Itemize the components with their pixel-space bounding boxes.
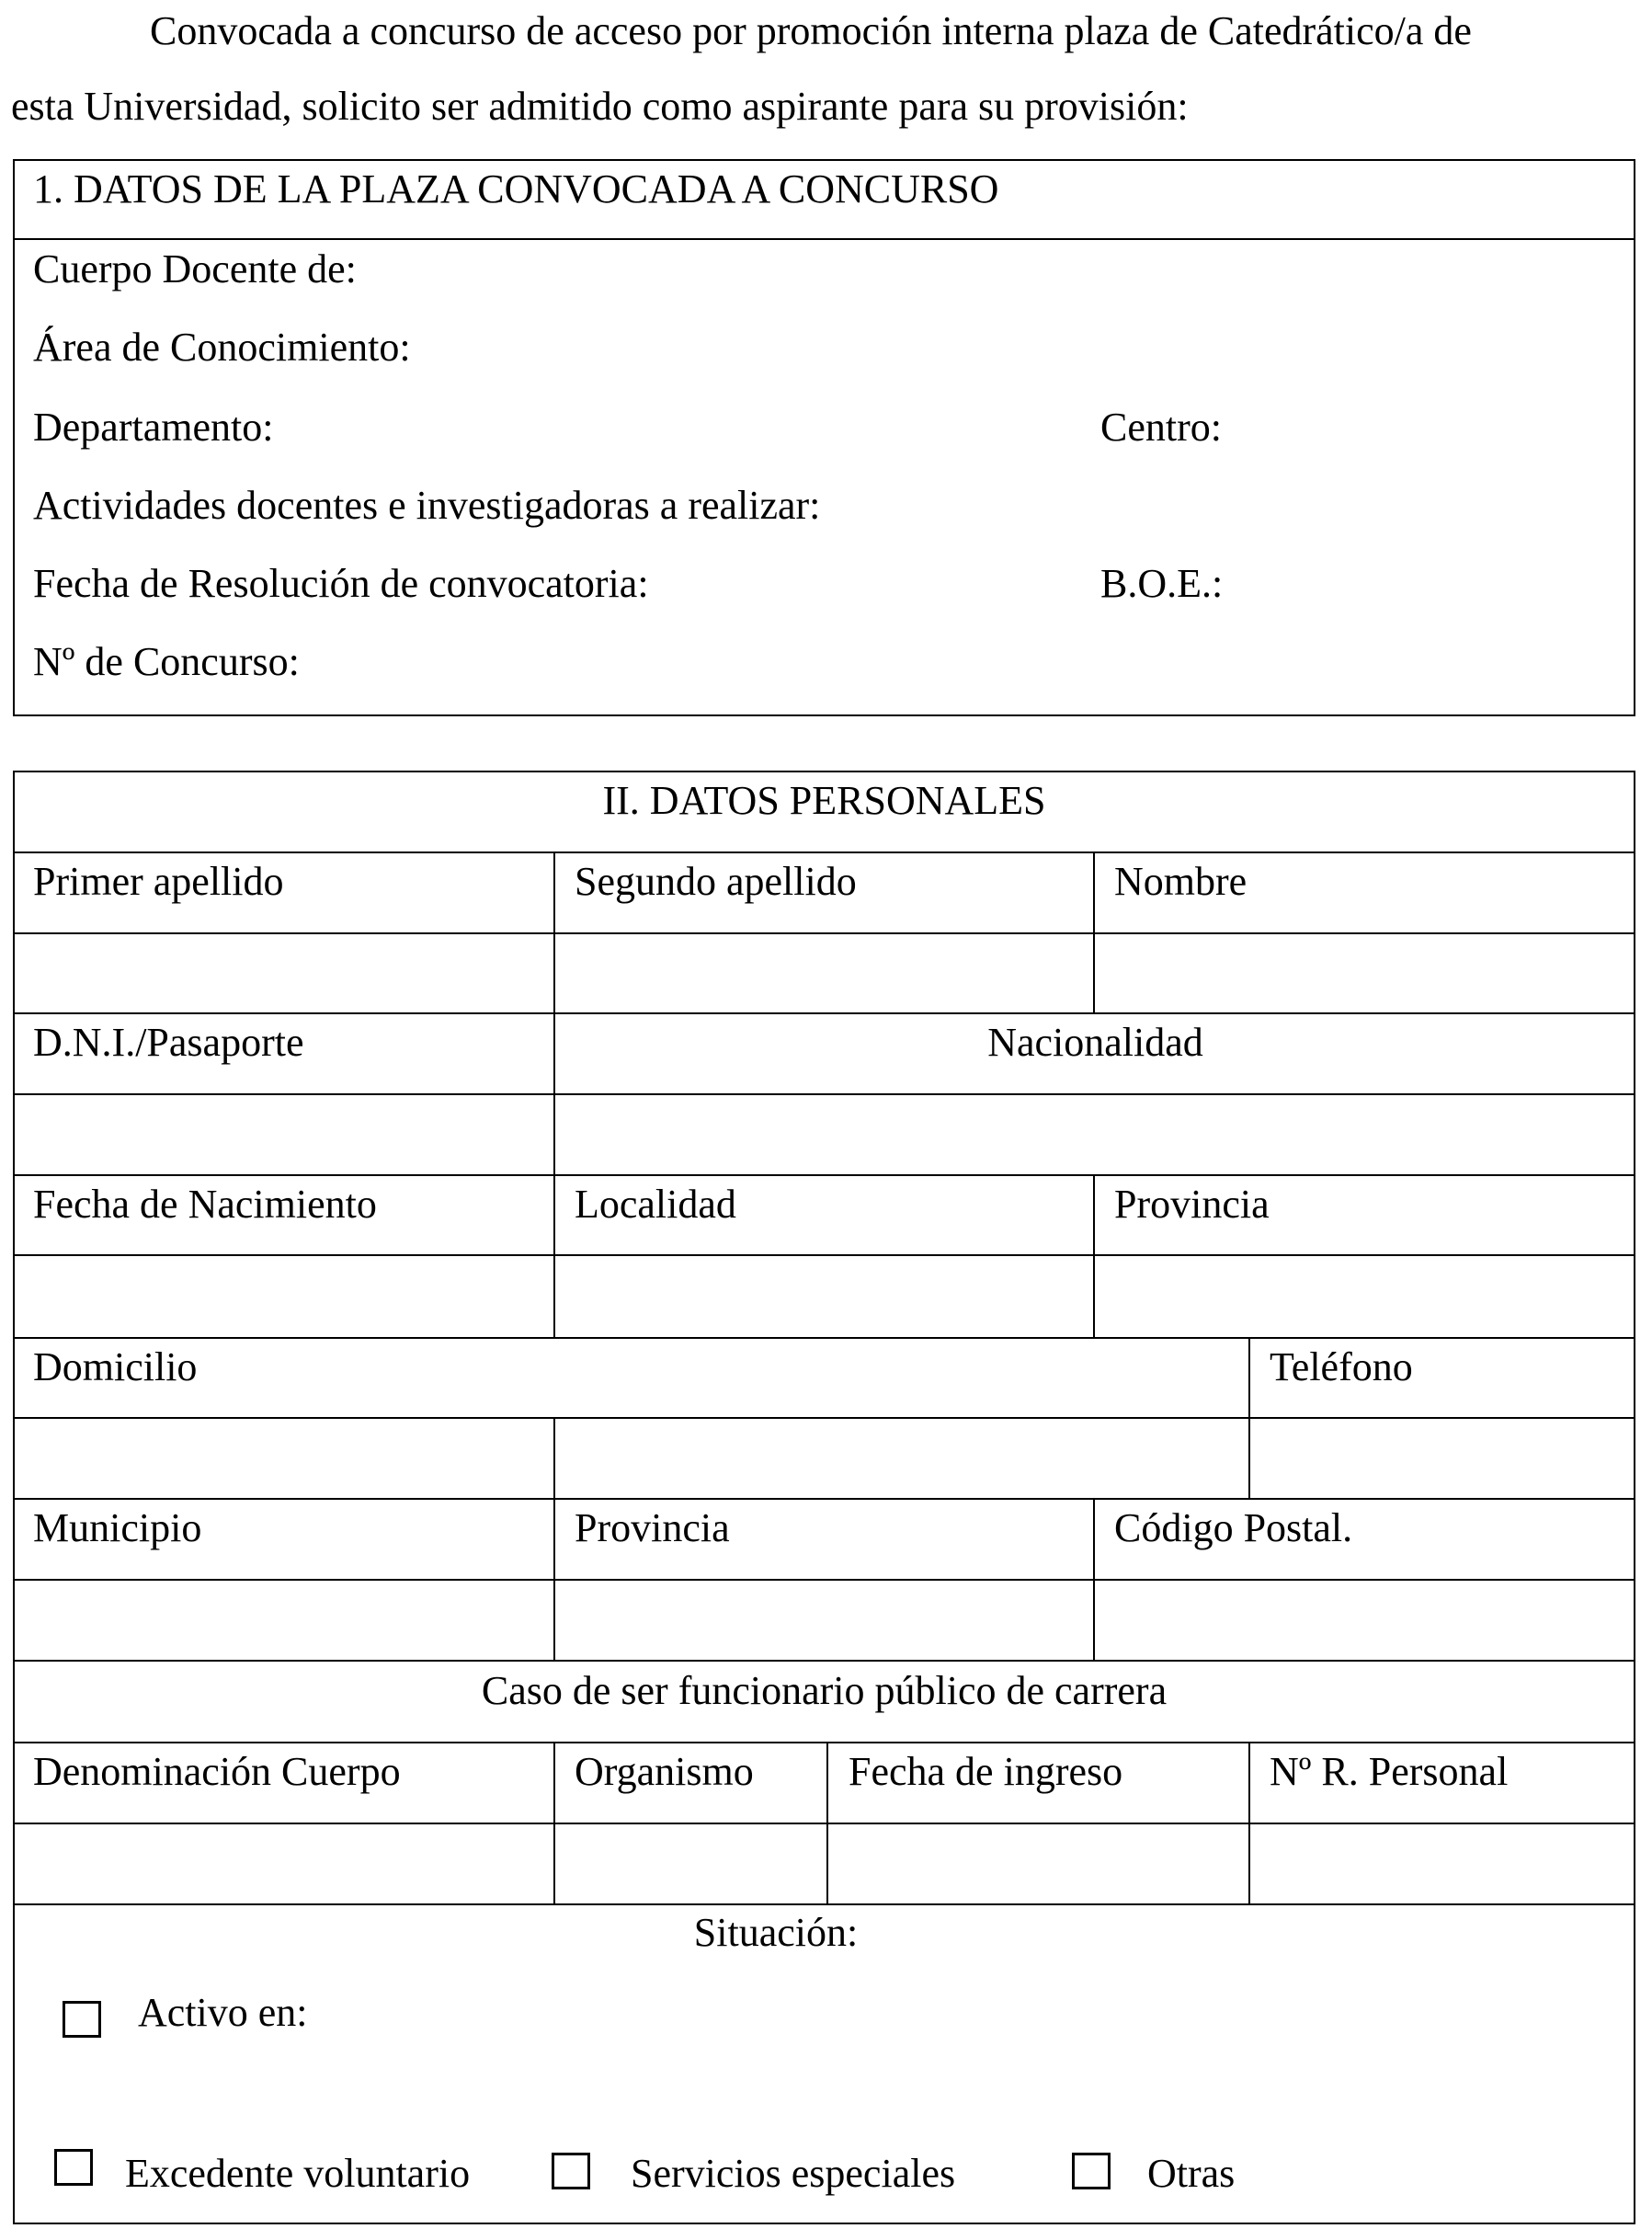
divider — [13, 238, 1635, 240]
section1-title: 1. DATOS DE LA PLAZA CONVOCADA A CONCURSO — [33, 166, 999, 211]
nacionalidad-label: Nacionalidad — [987, 1020, 1203, 1065]
intro-line-2: esta Universidad, solicito ser admitido como aspirante para su provisión: — [11, 84, 1189, 129]
divider — [13, 1174, 1635, 1176]
organismo-label: Organismo — [575, 1749, 754, 1794]
funcionario-heading: Caso de ser funcionario público de carrera — [481, 1668, 1168, 1713]
denominacion-cuerpo-field[interactable] — [15, 1824, 553, 1903]
primer-apellido-field[interactable] — [15, 934, 553, 1012]
denominacion-cuerpo-label: Denominación Cuerpo — [33, 1749, 401, 1794]
situacion-label: Situación: — [693, 1910, 859, 1955]
dni-field[interactable] — [15, 1095, 553, 1174]
domicilio-label: Domicilio — [33, 1344, 198, 1389]
boe-label: B.O.E.: — [1100, 561, 1224, 606]
nacionalidad-field[interactable] — [555, 1095, 1634, 1174]
divider — [13, 1012, 1635, 1014]
organismo-field[interactable] — [555, 1824, 826, 1903]
fecha-resolucion-label: Fecha de Resolución de convocatoria: — [33, 561, 649, 606]
actividades-label: Actividades docentes e investigadoras a realizar: — [33, 483, 821, 528]
provincia-nacimiento-field[interactable] — [1095, 1256, 1634, 1337]
nombre-field[interactable] — [1095, 934, 1634, 1012]
localidad-field[interactable] — [555, 1256, 1093, 1337]
divider — [13, 1903, 1635, 1905]
intro-line-1: Convocada a concurso de acceso por promoción interna plaza de Catedrático/a de — [150, 8, 1472, 53]
domicilio-field[interactable] — [15, 1419, 1248, 1498]
num-registro-personal-label: Nº R. Personal — [1270, 1749, 1509, 1794]
telefono-label: Teléfono — [1270, 1344, 1413, 1389]
servicios-especiales-label: Servicios especiales — [631, 2151, 956, 2196]
provincia-nacimiento-label: Provincia — [1114, 1182, 1270, 1227]
cuerpo-docente-label: Cuerpo Docente de: — [33, 246, 357, 291]
divider — [13, 1498, 1635, 1500]
fecha-nacimiento-field[interactable] — [15, 1256, 553, 1337]
departamento-label: Departamento: — [33, 405, 274, 450]
num-concurso-label: Nº de Concurso: — [33, 639, 300, 684]
fecha-nacimiento-label: Fecha de Nacimiento — [33, 1182, 377, 1227]
telefono-field[interactable] — [1250, 1419, 1634, 1498]
area-conocimiento-label: Área de Conocimiento: — [33, 325, 411, 370]
fecha-ingreso-field[interactable] — [828, 1824, 1248, 1903]
section2-title: II. DATOS PERSONALES — [602, 778, 1046, 823]
divider — [13, 851, 1635, 853]
segundo-apellido-field[interactable] — [555, 934, 1093, 1012]
excedente-label: Excedente voluntario — [125, 2151, 471, 2196]
primer-apellido-label: Primer apellido — [33, 859, 284, 904]
divider — [13, 1742, 1635, 1743]
dni-label: D.N.I./Pasaporte — [33, 1020, 304, 1065]
localidad-label: Localidad — [575, 1182, 736, 1227]
centro-label: Centro: — [1100, 405, 1222, 450]
municipio-label: Municipio — [33, 1505, 202, 1550]
excedente-checkbox[interactable] — [54, 2149, 93, 2186]
municipio-field[interactable] — [15, 1581, 553, 1660]
divider — [13, 1337, 1635, 1339]
activo-checkbox[interactable] — [63, 2001, 101, 2038]
num-registro-personal-field[interactable] — [1250, 1824, 1634, 1903]
activo-label: Activo en: — [138, 1990, 308, 2035]
fecha-ingreso-label: Fecha de ingreso — [849, 1749, 1123, 1794]
otras-checkbox[interactable] — [1072, 2153, 1111, 2189]
provincia-domicilio-label: Provincia — [575, 1505, 730, 1550]
codigo-postal-label: Código Postal. — [1114, 1505, 1353, 1550]
divider — [13, 1660, 1635, 1662]
segundo-apellido-label: Segundo apellido — [575, 859, 857, 904]
nombre-label: Nombre — [1114, 859, 1248, 904]
provincia-domicilio-field[interactable] — [555, 1581, 1093, 1660]
otras-label: Otras — [1147, 2151, 1236, 2196]
servicios-especiales-checkbox[interactable] — [552, 2153, 590, 2189]
codigo-postal-field[interactable] — [1095, 1581, 1634, 1660]
